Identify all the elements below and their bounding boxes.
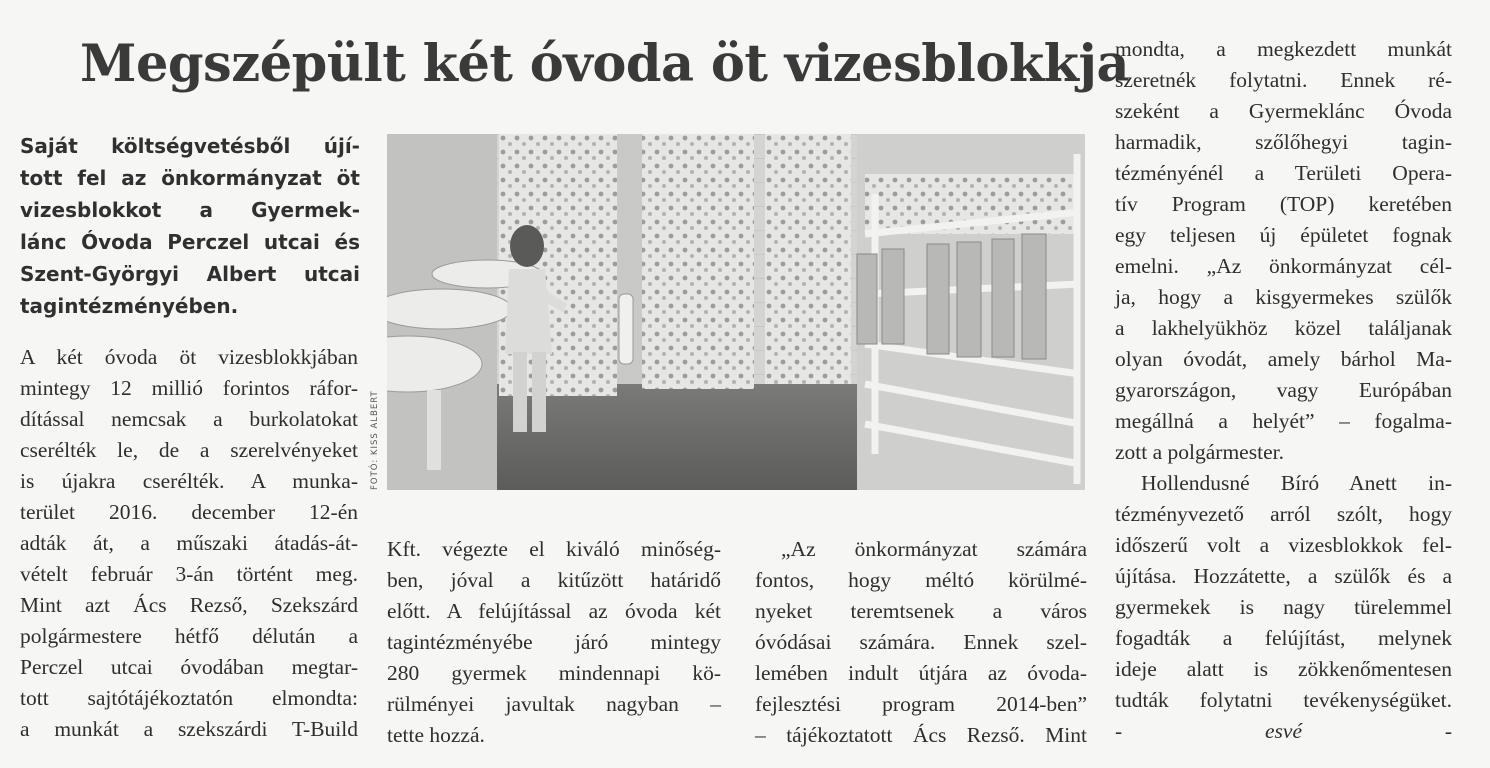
text-line: Hollendusné Bíró Anett in- (1141, 471, 1452, 495)
article-lead (20, 130, 360, 322)
text-line: időszerű volt a vizesblokkok fel- (1115, 533, 1452, 557)
text-line: szeretnék folytatni. Ennek ré- (1115, 68, 1452, 92)
towel (857, 254, 877, 344)
photo-credit: FOTÓ: KISS ALBERT (370, 390, 380, 490)
text-line: tott sajtótájékoztatón elmondta: (20, 686, 358, 710)
text-line: tudták folytatni tevékenységüket. (1115, 688, 1452, 712)
article-column-3 (755, 534, 1087, 751)
washroom-illustration (387, 134, 1085, 490)
text-line: megállná a helyét” – fogalma- (1115, 409, 1452, 433)
text-line: olyan óvodát, amely bárhol Ma- (1115, 347, 1452, 371)
text-line: újítása. Hozzátette, a szülők és a (1115, 564, 1452, 588)
towel (882, 249, 904, 344)
text-line: gyermekek is nagy türelemmel (1115, 595, 1452, 619)
text-line: polgármestere hétfő délután a (20, 624, 358, 648)
text-line: 280 gyermek mindennapi kö- (387, 661, 721, 685)
text-line: ideje alatt is zökkenőmentesen (1115, 657, 1452, 681)
text-line: a munkát a szekszárdi T-Build (20, 717, 358, 741)
text-line: tív Program (TOP) keretében (1115, 192, 1452, 216)
text-line: Perczel utcai óvodában megtar- (20, 655, 358, 679)
towel (992, 239, 1014, 357)
towel (1022, 234, 1046, 359)
lead-line: tott fel az önkormányzat öt (20, 166, 360, 190)
text-line: fogadták a felújítást, melynek (1115, 626, 1452, 650)
article-column-4 (1115, 34, 1452, 747)
text-line: nyeket teremtsenek a város (755, 599, 1087, 623)
text-line: fontos, hogy méltó körülmé- (755, 568, 1087, 592)
text-line: Kft. végezte el kiváló minőség- (387, 537, 721, 561)
text-line: vételt február 3-án történt meg. (20, 562, 358, 586)
text-line: egy teljesen új épületet fognak (1115, 223, 1452, 247)
text-line: mintegy 12 millió forintos ráfor- (20, 376, 358, 400)
text-line: mondta, a megkezdett munkát (1115, 37, 1452, 61)
text-line: terület 2016. december 12-én (20, 500, 358, 524)
text-line: gyarországon, vagy Európában (1115, 378, 1452, 402)
towel (927, 244, 949, 354)
text-line: rülményei javultak nagyban – (387, 692, 721, 716)
article-column-1 (20, 342, 358, 745)
text-line: tézményénél a Területi Opera- (1115, 161, 1452, 185)
text-line: A két óvoda öt vizesblokkjában (20, 345, 358, 369)
lead-line: vizesblokkot a Gyermek- (20, 198, 360, 222)
text-line: dítással nemcsak a burkolatokat (20, 407, 358, 431)
text-line: szeként a Gyermeklánc Óvoda (1115, 99, 1452, 123)
text-line: is újakra cserélték. A munka- (20, 469, 358, 493)
curtain-3 (765, 134, 851, 384)
text-line: – tájékoztatott Ács Rezső. Mint (755, 723, 1087, 747)
text-line: tézményvezető arról szólt, hogy (1115, 502, 1452, 526)
article-column-2 (387, 534, 721, 751)
text-line: lemében indult útjára az óvoda- (755, 661, 1087, 685)
text-line: adták át, a műszaki átadás-át- (20, 531, 358, 555)
article-headline: Megszépült két óvoda öt vizesblokkja (80, 34, 1130, 94)
text-line: tette hozzá. (387, 723, 485, 747)
lead-line: lánc Óvoda Perczel utcai és (20, 230, 360, 254)
text-line: zott a polgármester. (1115, 440, 1284, 464)
text-line: előtt. A felújítással az óvoda két (387, 599, 721, 623)
text-line: óvódásai számára. Ennek szel- (755, 630, 1087, 654)
curtain-2 (642, 134, 754, 389)
text-line: Mint azt Ács Rezső, Szekszárd (20, 593, 358, 617)
lead-line: Szent-Györgyi Albert utcai (20, 262, 360, 286)
lead-line: tagintézményében. (20, 294, 239, 318)
text-line: „Az önkormányzat számára (781, 537, 1087, 561)
text-line: harmadik, szőlőhegyi tagin- (1115, 130, 1452, 154)
text-line: tagintézményébe járó mintegy (387, 630, 721, 654)
towel (957, 242, 981, 357)
text-line: emelni. „Az önkormányzat cél- (1115, 254, 1452, 278)
text-line: fejlesztési program 2014-ben” (755, 692, 1087, 716)
text-line: cserélték le, de a szerelvényeket (20, 438, 358, 462)
lead-line: Saját költségvetésből újí- (20, 134, 360, 158)
text-line: ja, hogy a kisgyermekes szülők (1115, 285, 1452, 309)
article-photo (387, 134, 1085, 490)
article-signature: - esvé - (1115, 719, 1452, 743)
sink (387, 289, 512, 329)
text-line: ben, jóval a kitűzött határidő (387, 568, 721, 592)
text-line: a lakhelyükhöz közel találjanak (1115, 316, 1452, 340)
